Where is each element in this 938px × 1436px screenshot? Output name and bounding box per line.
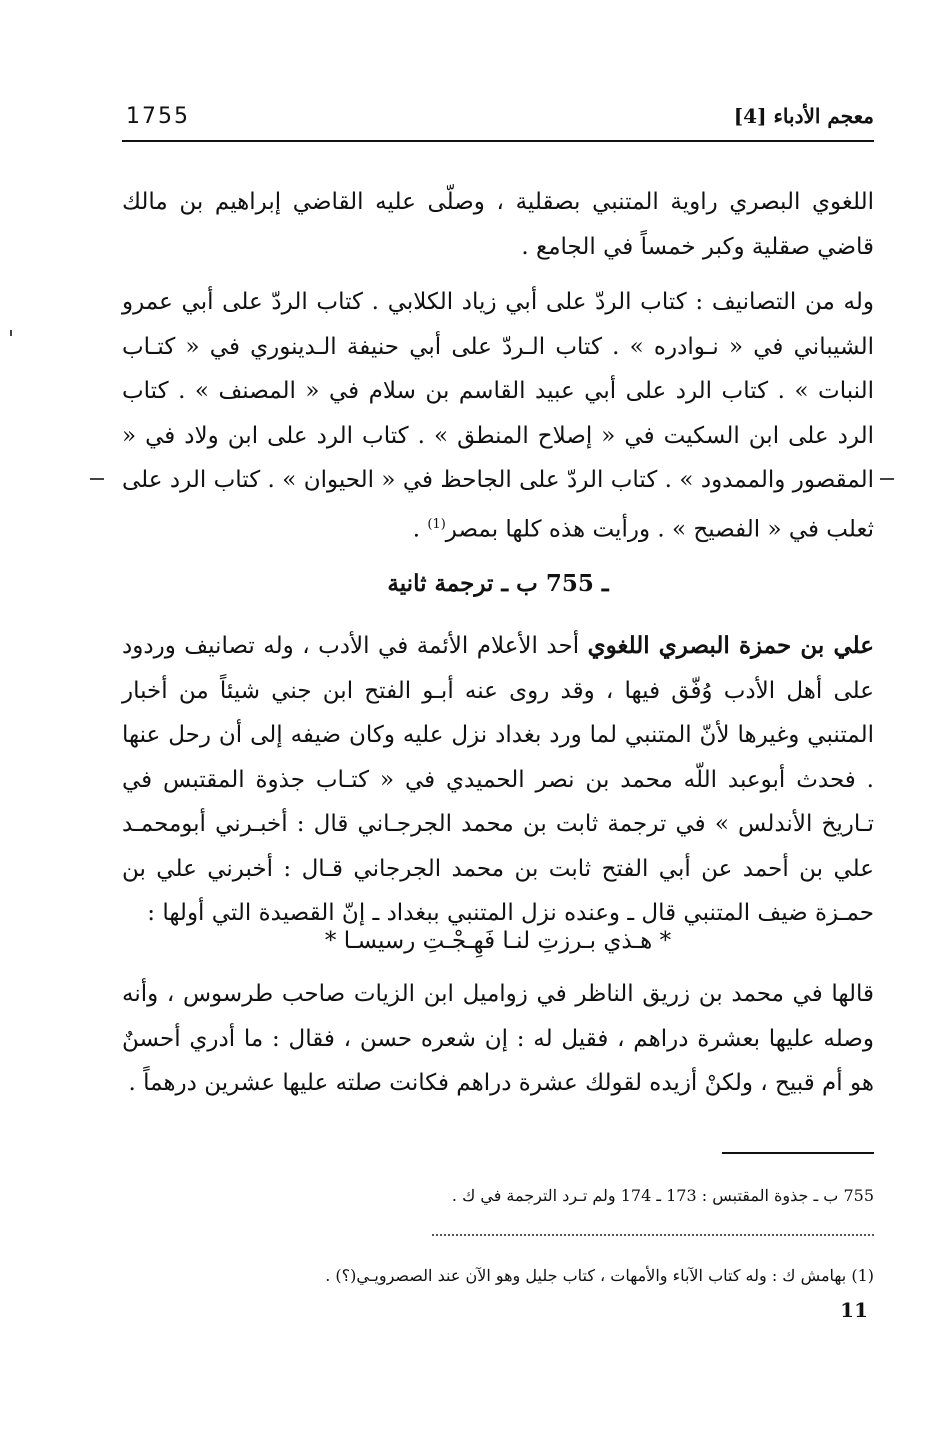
paragraph-4 <box>122 972 874 1106</box>
scan-speck <box>880 478 894 480</box>
verse-line: * هـذي بـرزتِ لنـا فَهِـجْـتِ رسيسـا * <box>324 928 672 954</box>
footnote-dotted-separator <box>432 1234 874 1236</box>
paragraph-text: أحد الأعلام الأئمة في الأدب ، وله تصانيف وردود على أهل الأدب وُفّق فيها ، وقد روى عنه أبـو الفتح ابن جني شيئاً من أخبار المتنبي وغيرها لأنّ المتنبي لما ورد بغداد نزل عليه وكان ضيفه إلى أن رحل عنها . فحدث أبوعبد اللّه محمد بن نصر الحميدي في « كتـاب جذوة المقتبس في تـاريخ الأندلس » في ترجمة ثابت بن محمد الجرجـاني قال : أخبـرني أبومحمـد علي بن أحمد عن أبي الفتح ثابت بن محمد الجرجاني قـال : أخبرني علي بن حمـزة ضيف المتنبي قال ـ وعنده نزل المتنبي ببغداد ـ إنّ القصيدة التي أولها : <box>122 633 874 926</box>
signature-mark: 11 <box>840 1298 868 1322</box>
paragraph-1 <box>122 180 874 269</box>
footnote-rule <box>722 1152 874 1154</box>
page-number: 1755 <box>126 104 190 129</box>
running-title: معجم الأدباء [4] <box>733 104 874 128</box>
paragraph-end: . <box>412 516 428 543</box>
page-header <box>122 100 874 142</box>
paragraph-text: قالها في محمد بن زريق الناظر في زواميل ابن الزيات صاحب طرسوس ، وأنه وصله عليها بعشرة دراهم ، فقيل له : إن شعره حسن ، فقال : ما أدري أحسنٌ هو أم قبيح ، ولكنْ أزيده لقولك عشرة دراهم فكانت صلته عليها عشرين درهماً . <box>122 981 874 1096</box>
paragraph-2 <box>122 280 874 552</box>
subject-name: علي بن حمزة البصري اللغوي <box>587 632 874 659</box>
scan-speck <box>10 330 12 336</box>
section-heading: ـ 755 ب ـ ترجمة ثانية <box>387 570 609 597</box>
scan-speck <box>90 478 104 480</box>
paragraph-3 <box>122 624 874 936</box>
footnote-source: 755 ب ـ جذوة المقتبس : 173 ـ 174 ولم تـرد الترجمة في ك . <box>451 1186 874 1205</box>
paragraph-text: اللغوي البصري راوية المتنبي بصقلية ، وصلّى عليه القاضي إبراهيم بن مالك قاضي صقلية وكبر خمساً في الجامع . <box>122 189 874 260</box>
paragraph-text: وله من التصانيف : كتاب الردّ على أبي زياد الكلابي . كتاب الردّ على أبي عمرو الشيباني في « نـوادره » . كتاب الـردّ على أبي حنيفة الـدينوري في « كتـاب النبات » . كتاب الرد على أبي عبيد القاسم بن سلام في « المصنف » . كتاب الرد على ابن السكيت في « إصلاح المنطق » . كتاب الرد على ابن ولاد في « المقصور والممدود » . كتاب الردّ على الجاحظ في « الحيوان » . كتاب الرد على ثعلب في « الفصيح » . ورأيت هذه كلها بمصر <box>122 289 874 543</box>
footnote-1: (1) بهامش ك : وله كتاب الآباء والأمهات ، كتاب جليل وهو الآن عند الصصرويـي(؟) . <box>325 1266 874 1285</box>
footnote-ref: (1) <box>427 516 446 532</box>
